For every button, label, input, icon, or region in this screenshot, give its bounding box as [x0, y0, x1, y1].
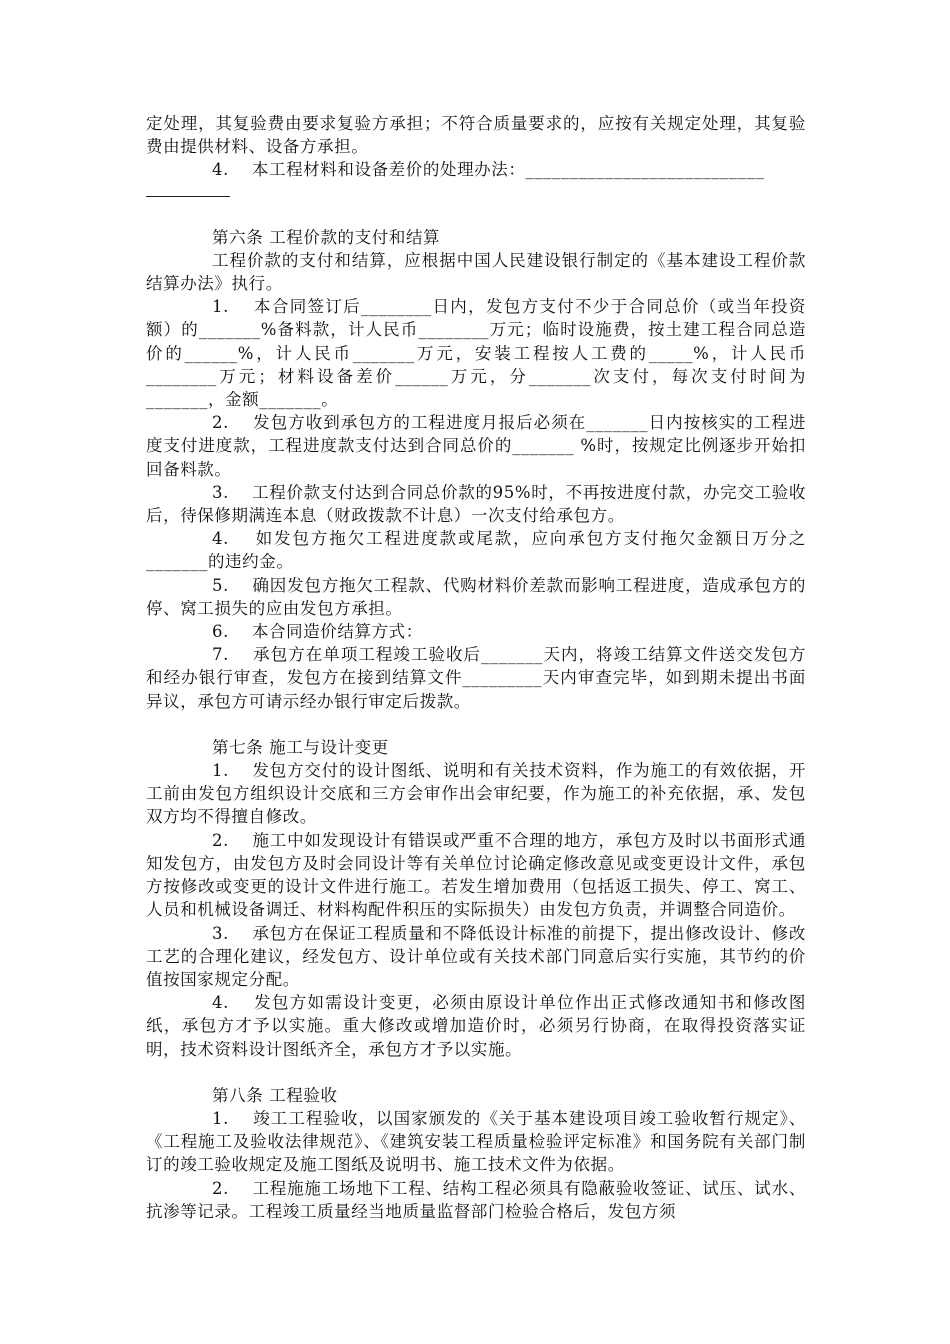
article-8-item-1: 1. 竣工工程验收，以国家颁发的《关于基本建设项目竣工验收暂行规定》、《工程施工及验收法律规范》、《建筑安装工程质量检验评定标准》和国务院有关部门制订的竣工验收规定及施工图纸及说明书、施工技术文件为依据。: [146, 1108, 806, 1175]
article-6-item-2: 2. 发包方收到承包方的工程进度月报后必须在_______日内按核实的工程进度支付进度款，工程进度款支付达到合同总价的_______ %时，按规定比例逐步开始扣回备料款。: [146, 413, 806, 479]
article-6-title: 第六条 工程价款的支付和结算: [212, 227, 441, 247]
document-page: [146, 112, 806, 1223]
paragraph-continued: 定处理，其复验费由要求复验方承担；不符合质量要求的，应按有关规定处理，其复验费由提供材料、设备方承担。: [146, 114, 806, 157]
blank-underline: [146, 182, 230, 197]
article-6-intro: 工程价款的支付和结算，应根据中国人民建设银行制定的《基本建设工程价款结算办法》执行。: [146, 250, 806, 294]
article-6-item-7: 7. 承包方在单项工程竣工验收后_______天内，将竣工结算文件送交发包方和经办银行审查，发包方在接到结算文件_________天内审查完毕，如到期未提出书面异议，承包方可请示经办银行审定后拨款。: [146, 645, 806, 711]
item-5-4: 4. 本工程材料和设备差价的处理办法：___________________________: [212, 160, 765, 180]
article-6-item-1: 1. 本合同签订后________日内，发包方支付不少于合同总价（或当年投资额）的_______%备料款，计人民币________万元；临时设施费，按土建工程合同总造价的______%，计人民币_______万元，安装工程按人工费的_____%，计人民币________万元；材料设备差价______万元，分_______次支付，每次支付时间为_______，金额_______。: [146, 297, 806, 410]
article-7-item-4: 4. 发包方如需设计变更，必须由原设计单位作出正式修改通知书和修改图纸，承包方才予以实施。重大修改或增加造价时，必须另行协商，在取得投资落实证明，技术资料设计图纸齐全，承包方才予以实施。: [146, 993, 806, 1059]
article-6-item-3: 3. 工程价款支付达到合同总价款的95%时，不再按进度付款，办完交工验收后，待保修期满连本息（财政拨款不计息）一次支付给承包方。: [146, 482, 806, 526]
article-8-title: 第八条 工程验收: [212, 1085, 338, 1105]
article-7-item-2: 2. 施工中如发现设计有错误或严重不合理的地方，承包方及时以书面形式通知发包方，由发包方及时会同设计等有关单位讨论确定修改意见或变更设计文件，承包方按修改或变更的设计文件进行施工。若发生增加费用（包括返工损失、停工、窝工、人员和机械设备调迁、材料构配件积压的实际损失）由发包方负责，并调整合同造价。: [146, 830, 806, 920]
article-7-item-1: 1. 发包方交付的设计图纸、说明和有关技术资料，作为施工的有效依据，开工前由发包方组织设计交底和三方会审作出会审纪要，作为施工的补充依据，承、发包双方均不得擅自修改。: [146, 761, 806, 827]
article-7-title: 第七条 施工与设计变更: [212, 737, 389, 757]
article-6-item-4: 4. 如发包方拖欠工程进度款或尾款，应向承包方支付拖欠金额日万分之_______的违约金。: [146, 529, 806, 572]
article-6-item-6: 6. 本合同造价结算方式：: [212, 622, 423, 642]
article-8-item-2: 2. 工程施施工场地下工程、结构工程必须具有隐蔽验收签证、试压、试水、抗渗等记录。工程竣工质量经当地质量监督部门检验合格后，发包方须: [146, 1178, 806, 1221]
article-7-item-3: 3. 承包方在保证工程质量和不降低设计标准的前提下，提出修改设计、修改工艺的合理化建议，经发包方、设计单位或有关技术部门同意后实行实施，其节约的价值按国家规定分配。: [146, 923, 806, 989]
article-6-item-5: 5. 确因发包方拖欠工程款、代购材料价差款而影响工程进度，造成承包方的停、窝工损失的应由发包方承担。: [146, 575, 806, 618]
